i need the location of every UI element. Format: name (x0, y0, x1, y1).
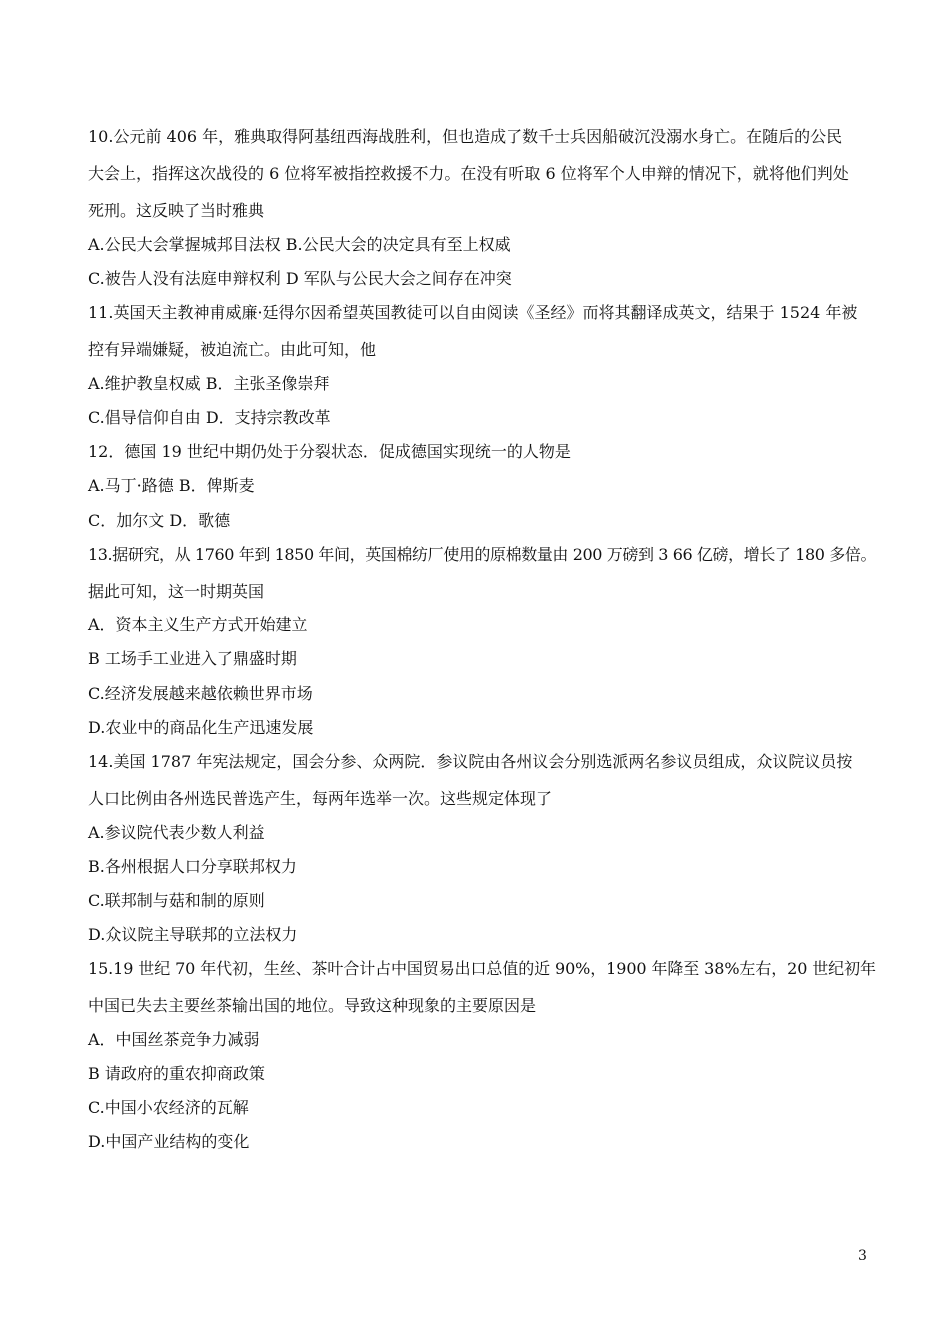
q13-option-a: A．资本主义生产方式开始建立 (88, 615, 308, 634)
q14-option-c: C.联邦制与菇和制的原则 (88, 891, 265, 910)
q10-stem-line-2: 大会上，指挥这次战役的 6 位将军被指控救援不力。在没有听取 6 位将军个人申辩的情况下，就将他们判处 (88, 164, 849, 183)
q11-stem-line-2: 控有异端嫌疑，被迫流亡。由此可知，他 (88, 340, 377, 359)
q10-options-line-2: C.被告人没有法庭申辩权利 D 军队与公民大会之间存在冲突 (88, 269, 512, 288)
q12-options-line-2: C．加尔文 D．歌德 (88, 511, 231, 530)
q10-stem-line-1: 10.公元前 406 年，雅典取得阿基纽西海战胜利，但也造成了数千士兵因船破沉没溺水身亡。在随后的公民 (88, 127, 843, 146)
q13-stem-line-1: 13.据研究，从 1760 年到 1850 年间，英国棉纺厂使用的原棉数量由 200 万磅到 3 66 亿磅，增长了 180 多倍。 (88, 545, 877, 564)
q11-stem-line-1: 11.英国天主教神甫威廉·廷得尔因希望英国教徒可以自由阅读《圣经》而将其翻译成英文，结果于 1524 年被 (88, 303, 858, 322)
q13-option-d: D.农业中的商品化生产迅速发展 (88, 718, 314, 737)
q15-stem-line-1: 15.19 世纪 70 年代初，生丝、茶叶合计占中国贸易出口总值的近 90%，1900 年降至 38%左右，20 世纪初年 (88, 959, 876, 978)
q15-stem-line-2: 中国已失去主要丝茶输出国的地位。导致这种现象的主要原因是 (88, 996, 537, 1015)
q15-option-d: D.中国产业结构的变化 (88, 1132, 250, 1151)
q14-option-d: D.众议院主导联邦的立法权力 (88, 925, 298, 944)
q11-options-line-1: A.维护教皇权威 B．主张圣像崇拜 (88, 374, 330, 393)
page-number: 3 (858, 1248, 867, 1264)
q12-options-line-1: A.马丁·路德 B．俾斯麦 (88, 476, 255, 495)
q14-option-a: A.参议院代表少数人利益 (88, 823, 265, 842)
q13-stem-line-2: 据此可知，这一时期英国 (88, 582, 265, 601)
q15-option-a: A．中国丝茶竞争力减弱 (88, 1030, 260, 1049)
q12-stem-line-1: 12．德国 19 世纪中期仍处于分裂状态．促成德国实现统一的人物是 (88, 442, 571, 461)
q10-options-line-1: A.公民大会掌握城邦目法权 B.公民大会的决定具有至上权威 (88, 235, 511, 254)
q13-option-b: B 工场手工业进入了鼎盛时期 (88, 649, 297, 668)
q10-stem-line-3: 死刑。这反映了当时雅典 (88, 201, 265, 220)
q13-option-c: C.经济发展越来越依赖世界市场 (88, 684, 313, 703)
q14-stem-line-1: 14.美国 1787 年宪法规定，国会分参、众两院．参议院由各州议会分别选派两名参议员组成，众议院议员按 (88, 752, 853, 771)
q14-stem-line-2: 人口比例由各州选民普选产生，每两年选举一次。这些规定体现了 (88, 789, 553, 808)
q14-option-b: B.各州根据人口分享联邦权力 (88, 857, 297, 876)
q15-option-b: B 请政府的重农抑商政策 (88, 1064, 265, 1083)
q11-options-line-2: C.倡导信仰自由 D．支持宗教改革 (88, 408, 331, 427)
q15-option-c: C.中国小农经济的瓦解 (88, 1098, 249, 1117)
